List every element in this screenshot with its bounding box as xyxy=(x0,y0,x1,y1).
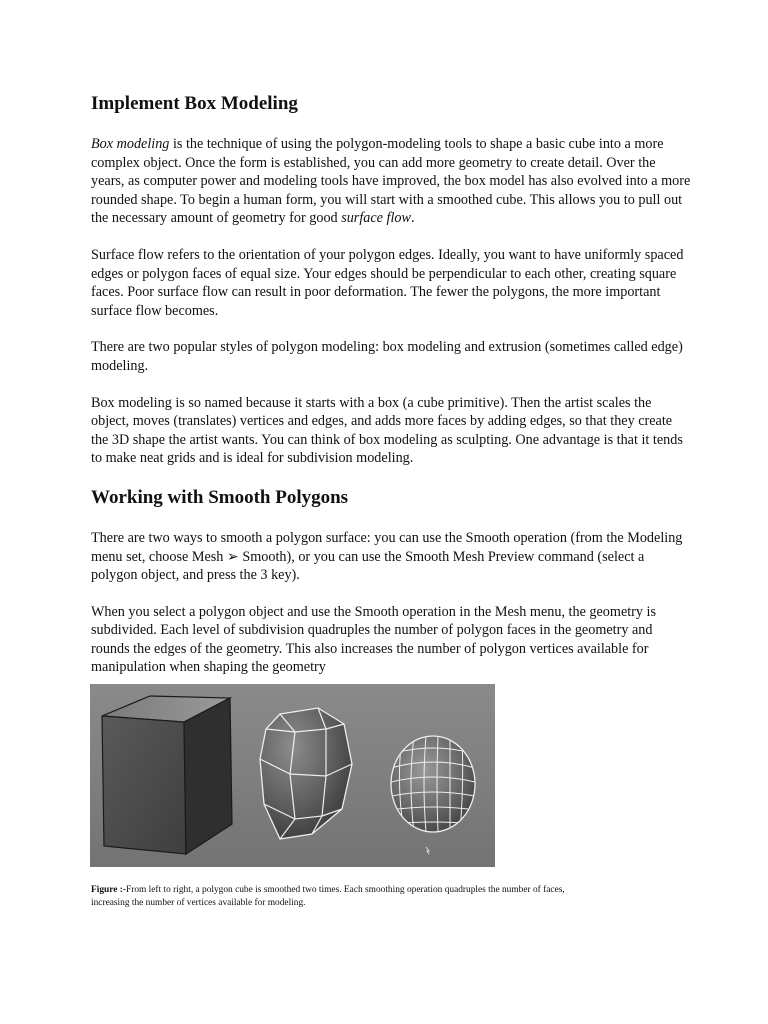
caption-text: From left to right, a polygon cube is smoothed two times. Each smoothing operation quadruples the number of faces, increasing the number of vertices available for modeling. xyxy=(91,885,565,908)
paragraph-text: . xyxy=(410,210,415,227)
caption-label: Figure :- xyxy=(91,885,126,895)
cursor-icon xyxy=(426,847,429,854)
figure-caption xyxy=(91,884,571,910)
paragraph-text: is the technique of using the polygon-modeling tools to shape a basic cube into a more complex object. Once the form is established, you can add more geometry to create detail. Over the years, as computer power and modeling tools have improved, the box model has also evolved into a more rounded shape. To begin a human form, you will start with a smoothed cube. This allows you to pull out the necessary amount of geometry for good xyxy=(91,136,691,227)
paragraph-modeling-styles: There are two popular styles of polygon modeling: box modeling and extrusion (sometimes called edge) modeling. xyxy=(91,339,683,374)
section-heading-box-modeling: Implement Box Modeling xyxy=(91,93,298,114)
smoothing-illustration xyxy=(90,684,495,867)
paragraph-smooth-methods: There are two ways to smooth a polygon surface: you can use the Smooth operation (from the Modeling menu set, choose Mesh ➢ Smooth), or you can use the Smooth Mesh Preview command (select a polygon object, and press the 3 key). xyxy=(91,529,683,584)
paragraph-smooth-operation: When you select a polygon object and use the Smooth operation in the Mesh menu, the geometry is subdivided. Each level of subdivision quadruples the number of polygon faces in the geometry and rounds the edges of the geometry. This also increases the number of polygon vertices available for manipulation when shaping the geometry xyxy=(91,603,657,676)
section-heading-smooth-polygons: Working with Smooth Polygons xyxy=(91,486,349,508)
paragraph-surface-flow: Surface flow refers to the orientation of your polygon edges. Ideally, you want to have uniformly spaced edges or polygon faces of equal size. Your edges should be perpendicular to each other, creating square faces. Poor surface flow can result in poor deformation. The fewer the polygons, the more important surface flow becomes. xyxy=(91,246,684,319)
figure-smoothed-cubes-image xyxy=(90,684,495,867)
cube-object xyxy=(102,696,232,854)
paragraph-box-modeling-detail: Box modeling is so named because it starts with a box (a cube primitive). Then the artist scales the object, moves (translates) vertices and edges, and adds more faces by adding edges, so that they create the 3D shape the artist wants. You can think of box modeling as sculpting. One advantage is that it tends to make neat grids and is ideal for subdivision modeling. xyxy=(91,394,683,467)
twice-smoothed-object xyxy=(391,736,475,832)
document-body xyxy=(91,92,691,677)
once-smoothed-object xyxy=(260,708,352,839)
italic-term-surface-flow: surface flow xyxy=(341,210,411,227)
paragraph-box-modeling-intro xyxy=(91,135,691,228)
italic-term-box-modeling: Box modeling xyxy=(91,136,170,152)
